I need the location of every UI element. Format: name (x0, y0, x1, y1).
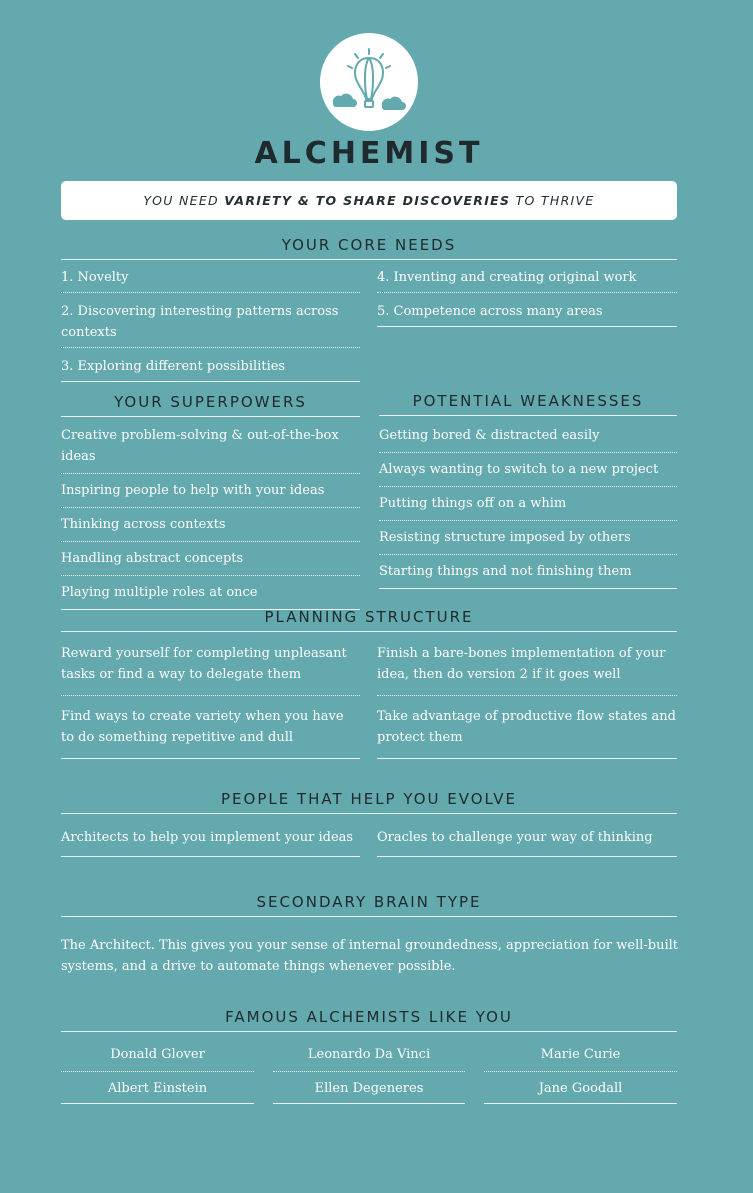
list-item: Reward yourself for completing unpleasant tasks or find a way to delegate them (61, 643, 360, 696)
list-item: Inspiring people to help with your ideas (61, 474, 360, 508)
list-item: Thinking across contexts (61, 508, 360, 542)
list-item: 3. Exploring different possibilities (61, 348, 360, 382)
secondary-heading: SECONDARY BRAIN TYPE (61, 893, 677, 917)
famous-heading: FAMOUS ALCHEMISTS LIKE YOU (61, 1008, 677, 1032)
tagline-banner (61, 181, 677, 220)
list-item: Playing multiple roles at once (61, 576, 360, 610)
people-heading: PEOPLE THAT HELP YOU EVOLVE (61, 790, 677, 814)
superpowers-list (61, 425, 360, 610)
famous-col-3 (484, 1044, 677, 1104)
list-item: Oracles to challenge your way of thinking (377, 827, 677, 857)
planning-right (377, 643, 677, 759)
famous-name: Jane Goodall (484, 1072, 677, 1104)
tagline-prefix: YOU NEED (143, 193, 225, 208)
famous-name: Donald Glover (61, 1044, 254, 1072)
core-needs-heading: YOUR CORE NEEDS (61, 236, 677, 260)
page-title: ALCHEMIST (254, 136, 484, 171)
list-item: Find ways to create variety when you have to do something repetitive and dull (61, 696, 360, 759)
list-item: Architects to help you implement your ideas (61, 827, 360, 857)
list-item: 2. Discovering interesting patterns across contexts (61, 293, 360, 348)
list-item: 5. Competence across many areas (377, 293, 677, 327)
famous-name: Leonardo Da Vinci (273, 1044, 465, 1072)
list-item: Take advantage of productive flow states and protect them (377, 696, 677, 759)
list-item: Resisting structure imposed by others (379, 521, 677, 555)
tagline-emphasis: VARIETY & TO SHARE DISCOVERIES (224, 193, 511, 208)
planning-heading: PLANNING STRUCTURE (61, 608, 677, 632)
weaknesses-list (379, 425, 677, 589)
list-item: Starting things and not finishing them (379, 555, 677, 589)
famous-name: Marie Curie (484, 1044, 677, 1072)
hot-air-balloon-icon (320, 33, 418, 131)
famous-col-1 (61, 1044, 254, 1104)
list-item: Putting things off on a whim (379, 487, 677, 521)
weaknesses-heading: POTENTIAL WEAKNESSES (379, 392, 677, 416)
list-item: Always wanting to switch to a new project (379, 453, 677, 487)
secondary-text: The Architect. This gives you your sense of internal groundedness, appreciation for well-built systems, and a drive to automate things whenever possible. (61, 938, 679, 974)
famous-col-2 (273, 1044, 465, 1104)
superpowers-heading: YOUR SUPERPOWERS (61, 393, 360, 417)
famous-name: Albert Einstein (61, 1072, 254, 1104)
list-item: 1. Novelty (61, 267, 360, 293)
tagline-suffix: TO THRIVE (510, 193, 595, 208)
logo-badge (320, 33, 418, 131)
list-item: Creative problem-solving & out-of-the-box ideas (61, 425, 360, 474)
list-item: 4. Inventing and creating original work (377, 267, 677, 293)
famous-name: Ellen Degeneres (273, 1072, 465, 1104)
core-needs-right (377, 267, 677, 327)
core-needs-left (61, 267, 360, 382)
list-item: Finish a bare-bones implementation of your idea, then do version 2 if it goes well (377, 643, 677, 696)
list-item: Handling abstract concepts (61, 542, 360, 576)
planning-left (61, 643, 360, 759)
list-item: Getting bored & distracted easily (379, 425, 677, 453)
